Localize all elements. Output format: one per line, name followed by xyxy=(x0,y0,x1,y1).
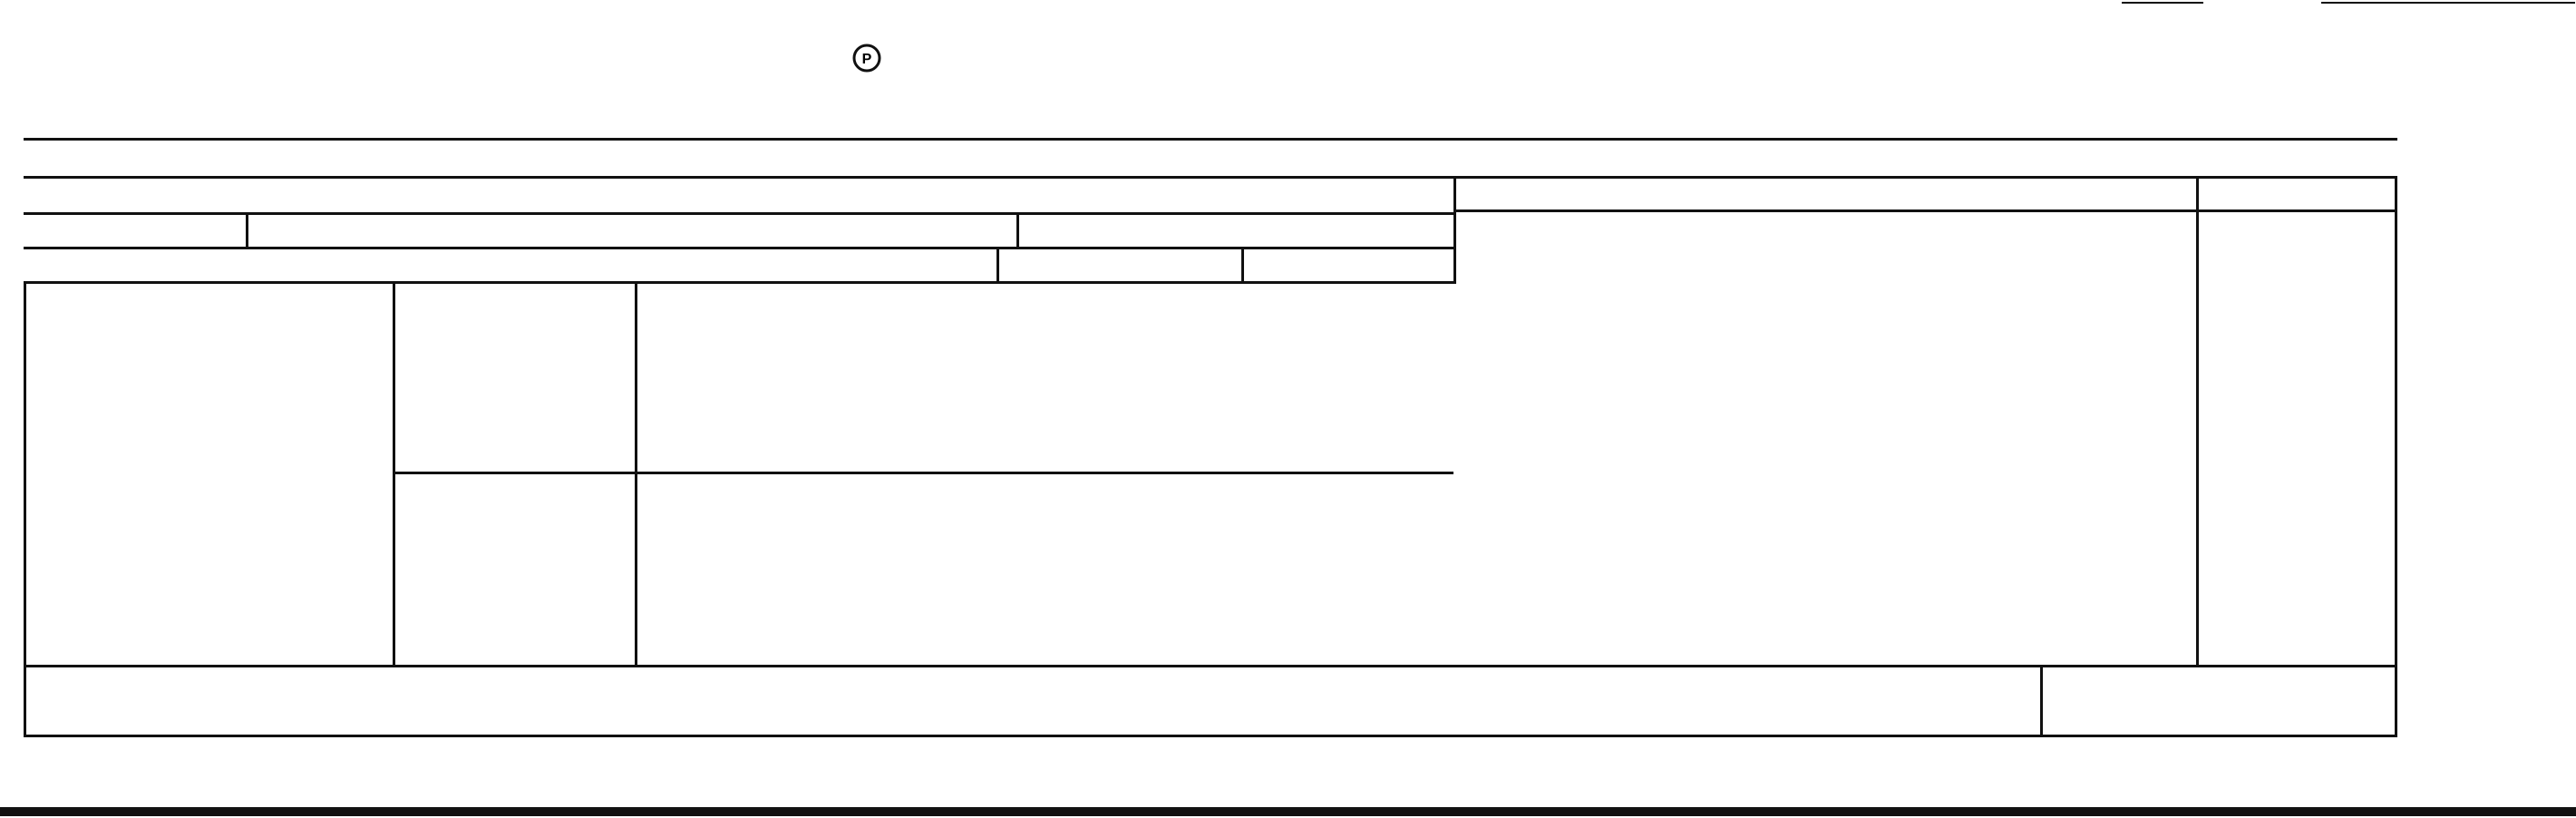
visita1-section xyxy=(395,284,1453,474)
id-cell xyxy=(999,249,1244,284)
status-section xyxy=(24,284,395,665)
footer-guia xyxy=(2040,665,2397,737)
firma-header xyxy=(1453,179,2199,212)
admision-cell xyxy=(1019,215,1456,249)
direccion-row xyxy=(24,141,2397,179)
certipostal-logo xyxy=(831,42,903,89)
firma-column xyxy=(1453,179,2199,665)
side-text xyxy=(2412,118,2548,644)
bottom-rule xyxy=(0,807,2576,816)
logo-icon xyxy=(831,42,903,89)
visita1-divider xyxy=(635,284,637,665)
barcode xyxy=(1494,33,2192,94)
nombre-row xyxy=(24,102,2397,141)
tel-cell xyxy=(1244,249,1456,284)
placa-cell xyxy=(24,215,248,249)
documento-cell xyxy=(248,215,1019,249)
tipo-row xyxy=(24,179,1456,215)
svg-text:P: P xyxy=(861,52,872,67)
top-rule xyxy=(2321,2,2575,4)
observaciones-header xyxy=(2199,179,2397,212)
top-rule xyxy=(2122,2,2203,4)
ciudad-cell xyxy=(24,249,999,284)
